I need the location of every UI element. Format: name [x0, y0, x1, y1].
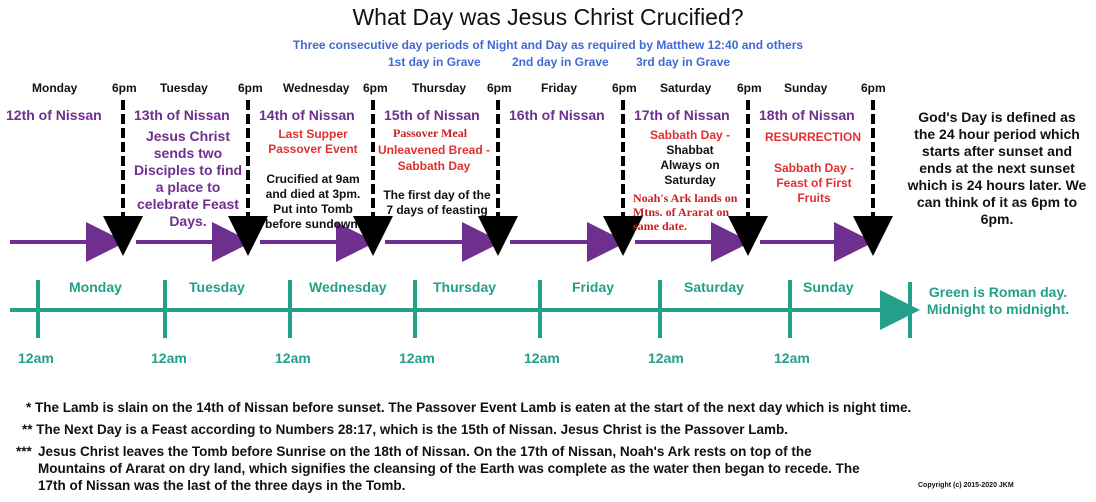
day-label-saturday: Saturday: [660, 81, 712, 95]
twelve-am-4: 12am: [399, 350, 435, 366]
roman-day-thursday: Thursday: [433, 279, 497, 295]
twelve-am-2: 12am: [151, 350, 187, 366]
gods-day-definition: God's Day is defined as the 24 hour period which starts after sunset and ends at the next sunset which is 24 hours later. We can think of it as 6pm to 6pm.: [907, 109, 1087, 227]
nissan-12-heading: 12th of Nissan: [6, 107, 102, 123]
footnote-1: * The Lamb is slain on the 14th of Nissan before sunset. The Passover Event Lamb is eaten at the start of the next day which is night time.: [26, 400, 912, 415]
six-pm-5: 6pm: [612, 81, 637, 95]
roman-day-note: Green is Roman day. Midnight to midnight.: [926, 284, 1070, 317]
roman-day-friday: Friday: [572, 279, 615, 295]
nissan-14-black-text: Crucified at 9am and died at 3pm. Put into Tomb before sundown.: [265, 172, 361, 231]
footnote-2: ** The Next Day is a Feast according to Numbers 28:17, which is the 15th of Nissan. Jesus Christ is the Passover Lamb.: [22, 422, 789, 437]
six-pm-4: 6pm: [487, 81, 512, 95]
page-title: What Day was Jesus Christ Crucified?: [352, 4, 744, 30]
twelve-am-3: 12am: [275, 350, 311, 366]
twelve-am-1: 12am: [18, 350, 54, 366]
twelve-am-6: 12am: [648, 350, 684, 366]
grave-day-1: 1st day in Grave: [388, 55, 481, 69]
roman-day-wednesday: Wednesday: [309, 279, 387, 295]
roman-day-monday: Monday: [69, 279, 122, 295]
six-pm-3: 6pm: [363, 81, 388, 95]
day-label-sunday: Sunday: [784, 81, 828, 95]
nissan-15-red-text: Unleavened Bread - Sabbath Day: [377, 143, 491, 173]
subtitle: Three consecutive day periods of Night and Day as required by Matthew 12:40 and others: [292, 38, 804, 52]
nissan-17-black-text: Shabbat Always on Saturday: [660, 143, 720, 187]
day-label-thursday: Thursday: [412, 81, 467, 95]
six-pm-1: 6pm: [112, 81, 137, 95]
nissan-13-text: Jesus Christ sends two Disciples to find a place to celebrate Feast Days.: [133, 128, 243, 229]
resurrection-label: RESURRECTION: [764, 130, 861, 144]
grave-day-2: 2nd day in Grave: [512, 55, 609, 69]
twelve-am-7: 12am: [774, 350, 810, 366]
six-pm-2: 6pm: [238, 81, 263, 95]
six-pm-7: 6pm: [861, 81, 886, 95]
nissan-18-heading: 18th of Nissan: [759, 107, 855, 123]
nissan-15-black-text: The first day of the 7 days of feasting: [383, 188, 491, 217]
roman-day-saturday: Saturday: [684, 279, 744, 295]
day-label-friday: Friday: [541, 81, 578, 95]
nissan-16-heading: 16th of Nissan: [509, 107, 605, 123]
nissan-17-red-text: Sabbath Day -: [649, 128, 730, 142]
day-label-wednesday: Wednesday: [283, 81, 350, 95]
nissan-13-heading: 13th of Nissan: [134, 107, 230, 123]
day-label-monday: Monday: [32, 81, 78, 95]
nissan-14-red-text: Last Supper Passover Event: [268, 127, 358, 156]
nissan-14-heading: 14th of Nissan: [259, 107, 355, 123]
twelve-am-5: 12am: [524, 350, 560, 366]
nissan-18-red-text: Sabbath Day - Feast of First Fruits: [773, 161, 854, 205]
day-label-tuesday: Tuesday: [160, 81, 208, 95]
nissan-15-serif-text: Passover Meal: [393, 126, 468, 140]
copyright: Copyright (c) 2015-2020 JKM: [918, 482, 1014, 489]
footnote-3-marker: ***: [16, 444, 32, 459]
roman-day-tuesday: Tuesday: [189, 279, 245, 295]
nissan-17-serif-text: Noah's Ark lands on Mtns. of Ararat on same date.: [633, 191, 738, 233]
grave-day-3: 3rd day in Grave: [636, 55, 731, 69]
footnote-3: Jesus Christ leaves the Tomb before Sunrise on the 18th of Nissan. On the 17th of Nissan, Noah's Ark rests on top of the Mountains of Ararat on dry land, which signifies the cleansing of the Earth was complete as the water then began to recede. The 17th of Nissan was the last of the three days in the Tomb.: [38, 444, 860, 493]
six-pm-6: 6pm: [737, 81, 762, 95]
nissan-17-heading: 17th of Nissan: [634, 107, 730, 123]
roman-day-sunday: Sunday: [803, 279, 854, 295]
nissan-15-heading: 15th of Nissan: [384, 107, 480, 123]
